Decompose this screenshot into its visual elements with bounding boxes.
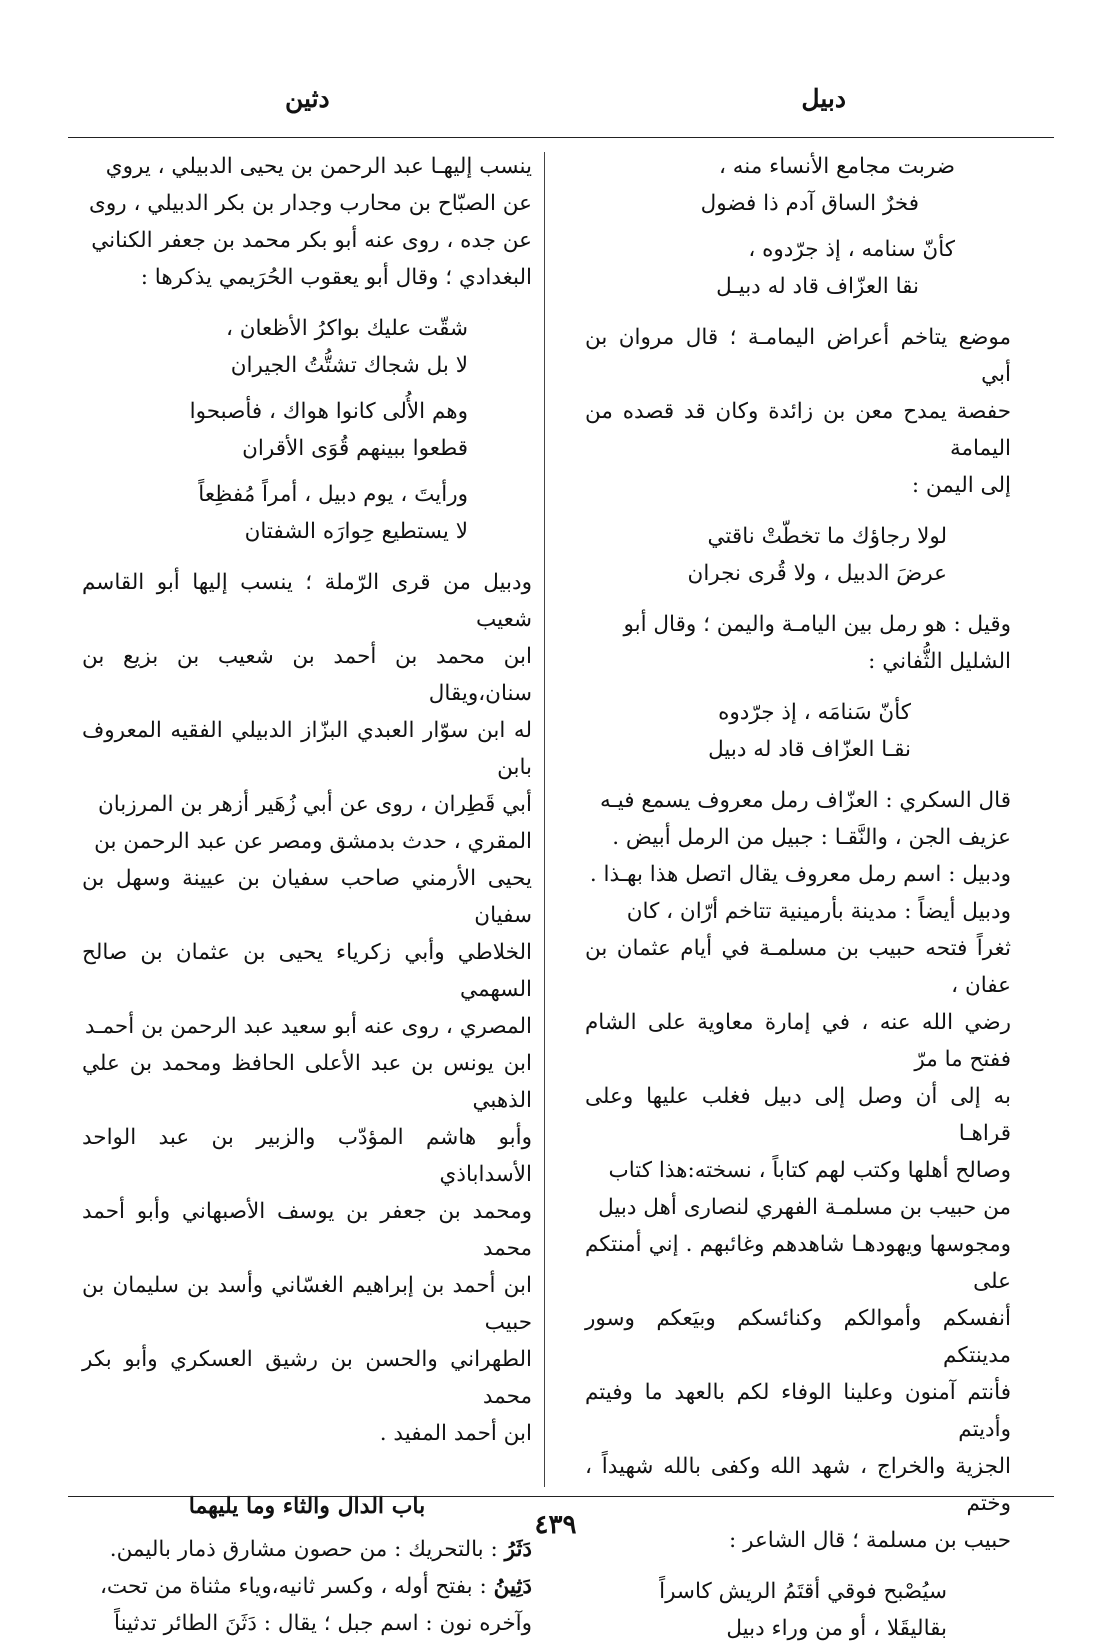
verse-line: شقّت عليك بواكرُ الأظعان ،	[225, 316, 468, 341]
text-line: المصري ، روى عنه أبو سعيد عبد الرحمن بن أحمـد	[84, 1014, 532, 1039]
text-line: من حبيب بن مسلمـة الفهري لنصارى أهل دبيل	[598, 1195, 1011, 1220]
text-line: ودبيل أيضاً : مدينة بأرمينية تتاخم أرّان ، كان	[626, 899, 1011, 924]
verse-line: نقا العزّاف قاد له دبيـل	[716, 274, 919, 299]
text-line: يحيى الأرمني صاحب سفيان بن عيينة وسهل بن سفيان	[82, 866, 532, 928]
text-line: إلى اليمن :	[911, 473, 1011, 498]
verse-line: فخرٌ الساق آدم ذا فضول	[700, 191, 919, 216]
paragraph	[585, 606, 1011, 680]
text-line: ابن أحمد بن إبراهيم الغسّاني وأسد بن سليمان بن حبيب	[82, 1273, 532, 1335]
text-line: وقيل : هو رمل بين اليامـة واليمن ؛ وقال أبو	[623, 612, 1011, 637]
text-line: الخلاطي وأبي زكرياء يحيى بن عثمان بن صالح السهمي	[82, 940, 532, 1002]
text-line: الشليل الثُّفاني :	[868, 649, 1011, 674]
running-header-left: دثين	[285, 84, 330, 113]
verse-line: نقـا العزّاف قاد له دبيل	[708, 737, 911, 762]
text-line: وآخره نون : اسم جبل ؛ يقال : دَثَنَ الطائر تدثيناً	[114, 1611, 532, 1636]
text-line: ثغراً فتحه حبيب بن مسلمـة في أيام عثمان بن عفان ،	[585, 936, 1011, 998]
text-line: حبيب بن مسلمة ؛ قال الشاعر :	[729, 1528, 1011, 1553]
entry-definition: : بالتحريك : من حصون مشارق ذمار باليمن.	[109, 1537, 505, 1562]
text-line: ومحمد بن جعفر بن يوسف الأصبهاني وأبو أحمد محمد	[82, 1199, 532, 1261]
text-line: حفصة يمدح معن بن زائدة وكان قد قصده من اليمامة	[585, 399, 1011, 461]
verse-block	[585, 1573, 1011, 1647]
entry-definition: : بفتح أوله ، وكسر ثانيه،وياء مثناة من تحت،	[99, 1574, 494, 1599]
text-line: موضع يتاخم أعراض اليمامـة ؛ قال مروان بن أبي	[585, 325, 1011, 387]
verse-line: كأنّ سنامه ، إذ جرّدوه ،	[748, 237, 955, 262]
entry-headword: دَثَرُ	[504, 1537, 532, 1562]
verse-block	[585, 518, 1011, 592]
verse-block	[585, 694, 1011, 768]
text-line: ابن أحمد المفيد .	[379, 1421, 532, 1446]
text-line: ينسب إليهـا عبد الرحمن بن يحيى الدبيلي ، يروي	[105, 154, 532, 179]
verse-line: عرضَ الدبيل ، ولا قُرى نجران	[687, 561, 947, 586]
left-column	[82, 148, 532, 1642]
text-line: فأنتم آمنون وعلينا الوفاء لكم بالعهد ما وفيتم وأديتم	[585, 1380, 1011, 1442]
text-line: المقري ، حدث بدمشق ومصر عن عبد الرحمن بن	[94, 829, 532, 854]
footer-rule	[68, 1496, 1054, 1497]
text-line: ومجوسها ويهودهـا شاهدهم وغائبهم . إني أمنتكم على	[585, 1232, 1011, 1294]
text-line: عزيف الجن ، والنَّقـا : جبيل من الرمل أبيض .	[612, 825, 1011, 850]
verse-line: ورأيتَ ، يوم دبيل ، أمراً مُفظِعاً	[198, 482, 468, 507]
text-line: أنفسكم وأموالكم وكنائسكم وبيَعكم وسور مدينتكم	[585, 1306, 1011, 1368]
entry-dathin	[82, 1568, 532, 1642]
text-line: الطهراني والحسن بن رشيق العسكري وأبو بكر محمد	[82, 1347, 532, 1409]
text-line: وأبو هاشم المؤدّب والزبير بن عبد الواحد الأسداباذي	[82, 1125, 532, 1187]
page-number: ٤٣٩	[534, 1510, 577, 1540]
paragraph	[585, 319, 1011, 504]
text-line: وصالح أهلها وكتب لهم كتاباً ، نسخته:هذا كتاب	[608, 1158, 1011, 1183]
text-line: رضي الله عنه ، في إمارة معاوية على الشام ففتح ما مرّ	[585, 1010, 1011, 1072]
verse-block	[585, 148, 1011, 305]
verse-line: وهم الأُلى كانوا هواك ، فأصبحوا	[189, 399, 468, 424]
text-line: له ابن سوّار العبدي البزّاز الدبيلي الفقيه المعروف بابن	[82, 718, 532, 780]
header-rule	[68, 137, 1054, 138]
text-line: الجزية والخراج ، شهد الله وكفى بالله شهيداً ، وختم	[585, 1454, 1011, 1516]
text-line: ودبيل من قرى الرّملة ؛ ينسب إليها أبو القاسم شعيب	[82, 570, 532, 632]
column-divider	[544, 152, 545, 1487]
entry-headword: دَثِينُ	[493, 1574, 532, 1599]
text-line: به إلى أن وصل إلى دبيل فغلب عليها وعلى قراهـا	[585, 1084, 1011, 1146]
text-line: قال السكري : العزّاف رمل معروف يسمع فيـه	[599, 788, 1011, 813]
verse-line: لا يستطيع حِوارَه الشفتان	[244, 519, 468, 544]
text-line: ودبيل : اسم رمل معروف يقال اتصل هذا بهـذا .	[589, 862, 1011, 887]
paragraph	[82, 564, 532, 1452]
verse-line: ضربت مجامع الأنساء منه ،	[719, 154, 955, 179]
text-line: أبي قَطِران ، روى عن أبي زُهَير أزهر بن المرزبان	[97, 792, 532, 817]
section-title: باب الدال والثاء وما يليهما	[188, 1493, 426, 1519]
verse-line: لولا رجاؤك ما تخطّتْ ناقتي	[707, 524, 947, 549]
text-line: البغدادي ؛ وقال أبو يعقوب الحُرَيمي يذكرها :	[140, 265, 532, 290]
text-line: ابن محمد بن أحمد بن شعيب بن بزيع بن سنان،ويقال	[82, 644, 532, 706]
verse-line: سيُصْبح فوقي أقتَمُ الريش كاسراً	[659, 1579, 947, 1604]
text-line: عن الصبّاح بن محارب وجدار بن بكر الدبيلي ، روى	[89, 191, 532, 216]
text-line: ابن يونس بن عبد الأعلى الحافظ ومحمد بن علي الذهبي	[82, 1051, 532, 1113]
running-header-right: دبيل	[801, 84, 846, 113]
paragraph	[585, 782, 1011, 1559]
text-line: عن جده ، روى عنه أبو بكر محمد بن جعفر الكناني	[91, 228, 532, 253]
verse-line: كأنّ سَنامَه ، إذ جرّدوه	[718, 700, 911, 725]
verse-line: قطعوا ببينهم قُوَى الأقران	[242, 436, 468, 461]
verse-line: لا بل شجاك تشتُّتُ الجيران	[230, 353, 468, 378]
paragraph	[82, 148, 532, 296]
verse-block	[82, 310, 532, 550]
verse-line: بقاليقَلا ، أو من وراء دبيل	[726, 1616, 947, 1641]
right-column	[585, 148, 1011, 1647]
